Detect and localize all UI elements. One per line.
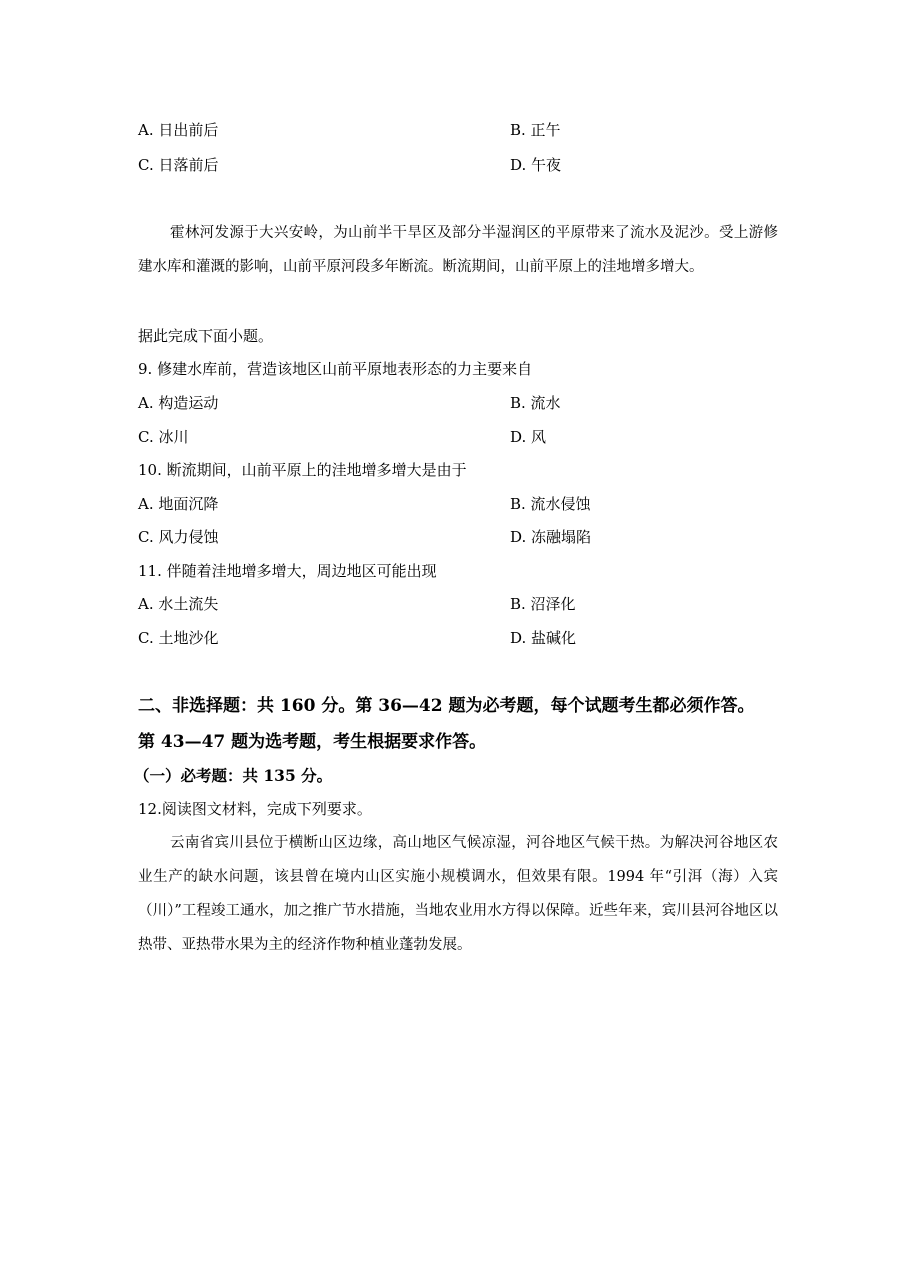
q9-option-c: C. 冰川 [138, 428, 189, 446]
q9-option-row [138, 391, 778, 415]
q12-stem: 12.阅读图文材料，完成下列要求。 [138, 800, 372, 818]
instruction-text: 据此完成下面小题。 [138, 327, 274, 345]
q8-option-row [138, 153, 778, 177]
q11-option-row [138, 626, 778, 650]
q10-option-row [138, 525, 778, 549]
q10-option-row [138, 492, 778, 516]
q9-option-row [138, 425, 778, 449]
q8-option-row [138, 118, 778, 142]
q9-option-a: A. 构造运动 [138, 394, 219, 412]
passage-huolin-river: 霍林河发源于大兴安岭，为山前半干旱区及部分半湿润区的平原带来了流水及泥沙。受上游修建水库和灌溉的影响，山前平原河段多年断流。断流期间，山前平原上的洼地增多增大。 [138, 225, 778, 275]
q11-option-a: A. 水土流失 [138, 595, 219, 613]
section-heading: 二、非选择题：共 160 分。第 36—42 题为必考题，每个试题考生都必须作答。 [138, 696, 755, 716]
section-heading-cont: 第 43—47 题为选考题，考生根据要求作答。 [138, 732, 487, 752]
q9-stem: 9. 修建水库前，营造该地区山前平原地表形态的力主要来自 [138, 360, 533, 378]
q8-option-c: C. 日落前后 [138, 156, 219, 174]
q11-stem: 11. 伴随着洼地增多增大，周边地区可能出现 [138, 562, 437, 580]
q10-option-b: B. 流水侵蚀 [510, 495, 591, 513]
q11-option-row [138, 592, 778, 616]
q10-option-a: A. 地面沉降 [138, 495, 219, 513]
q11-option-d: D. 盐碱化 [510, 629, 577, 647]
q8-option-d: D. 午夜 [510, 156, 562, 174]
q9-option-b: B. 流水 [510, 394, 561, 412]
q10-option-c: C. 风力侵蚀 [138, 528, 219, 546]
q11-option-c: C. 土地沙化 [138, 629, 219, 647]
subsection-heading: （一）必考题：共 135 分。 [134, 766, 333, 785]
q8-option-a: A. 日出前后 [138, 121, 219, 139]
q10-option-d: D. 冻融塌陷 [510, 528, 592, 546]
passage-binchuan: 云南省宾川县位于横断山区边缘，高山地区气候凉湿，河谷地区气候干热。为解决河谷地区农业生产的缺水问题，该县曾在境内山区实施小规模调水，但效果有限。1994 年“引洱（海）入宾（川）”工程竣工通水，加之推广节水措施，当地农业用水方得以保障。近些年来，宾川县河谷地区以热带、亚热带水果为主的经济作物种植业蓬勃发展。 [138, 835, 778, 953]
q10-stem: 10. 断流期间，山前平原上的洼地增多增大是由于 [138, 461, 467, 479]
q8-option-b: B. 正午 [510, 121, 561, 139]
q11-option-b: B. 沼泽化 [510, 595, 576, 613]
q9-option-d: D. 风 [510, 428, 547, 446]
